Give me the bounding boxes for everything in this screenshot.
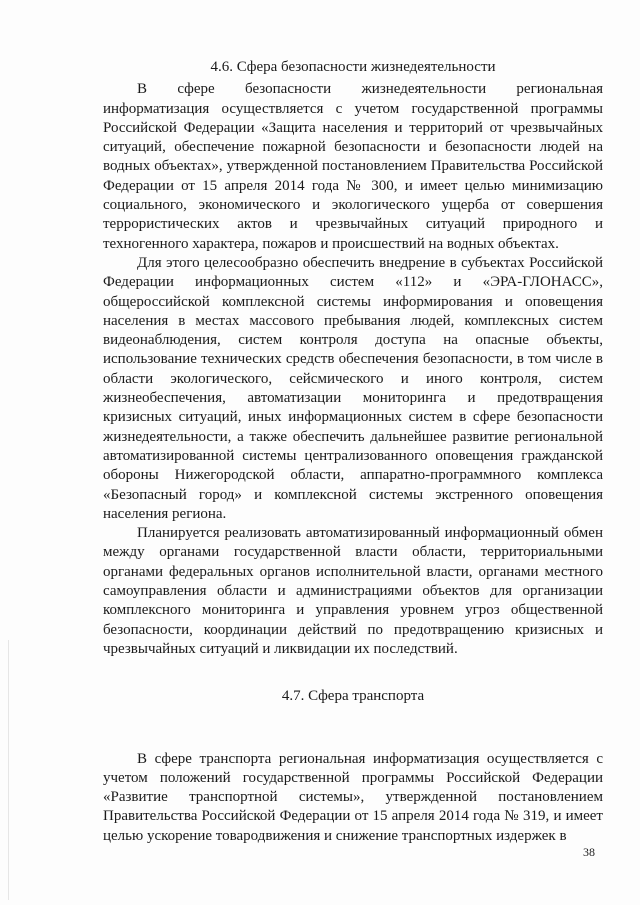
section-heading-4-7: 4.7. Сфера транспорта xyxy=(281,688,425,705)
section-heading-4-6: 4.6. Сфера безопасности жизнедеятельности xyxy=(210,59,496,75)
paragraph-4-6-1: В сфере безопасности жизнедеятельности региональная информатизация осуществляется с учетом государственной программы Российской Федерации «Защита населения и территорий от чрезвычайных ситуаций, обеспечение пожарной безопасности и безопасности людей на водных объектах», утвержденной постановлением Правительства Российской Федерации от 15 апреля 2014 года № 300, и имеет целью минимизацию социального, экономического и экологического ущерба от совершения террористических актов и чрезвычайных ситуаций природного и техногенного характера, пожаров и происшествий на водных объектах. xyxy=(103,81,603,252)
document-body xyxy=(103,58,603,846)
paragraph-4-6-3: Планируется реализовать автоматизированный информационный обмен между органами государственной власти области, территориальными органами федеральных органов исполнительной власти, органами местного самоуправления области и администрациями объектов для организации комплексного мониторинга и управления уровнем угроз общественной безопасности, координации действий по предотвращению кризисных и чрезвычайных ситуаций и ликвидации их последствий. xyxy=(103,525,603,657)
paragraph-4-7-1: В сфере транспорта региональная информатизация осуществляется с учетом положений государственной программы Российской Федерации «Развитие транспортной системы», утвержденной постановлением Правительства Российской Федерации от 15 апреля 2014 года № 319, и имеет целью ускорение товародвижения и снижение транспортных издержек в xyxy=(103,750,603,844)
paragraph-4-6-2: Для этого целесообразно обеспечить внедрение в субъектах Российской Федерации информационных систем «112» и «ЭРА-ГЛОНАСС», общероссийской комплексной системы информирования и оповещения населения в местах массового пребывания людей, комплексных систем видеонаблюдения, систем контроля доступа на опасные объекты, использование технических средств обеспечения безопасности, в том числе в области экологического, сейсмического и иного контроля, систем жизнеобеспечения, автоматизации мониторинга и предотвращения кризисных ситуаций, иных информационных систем в сфере безопасности жизнедеятельности, а также обеспечить дальнейшее развитие региональной автоматизированной системы централизованного оповещения гражданской обороны Нижегородской области, аппаратно-программного комплекса «Безопасный город» и комплексной системы экстренного оповещения населения региона. xyxy=(103,254,603,522)
scan-edge-line xyxy=(8,640,9,900)
page-number: 38 xyxy=(583,845,595,859)
